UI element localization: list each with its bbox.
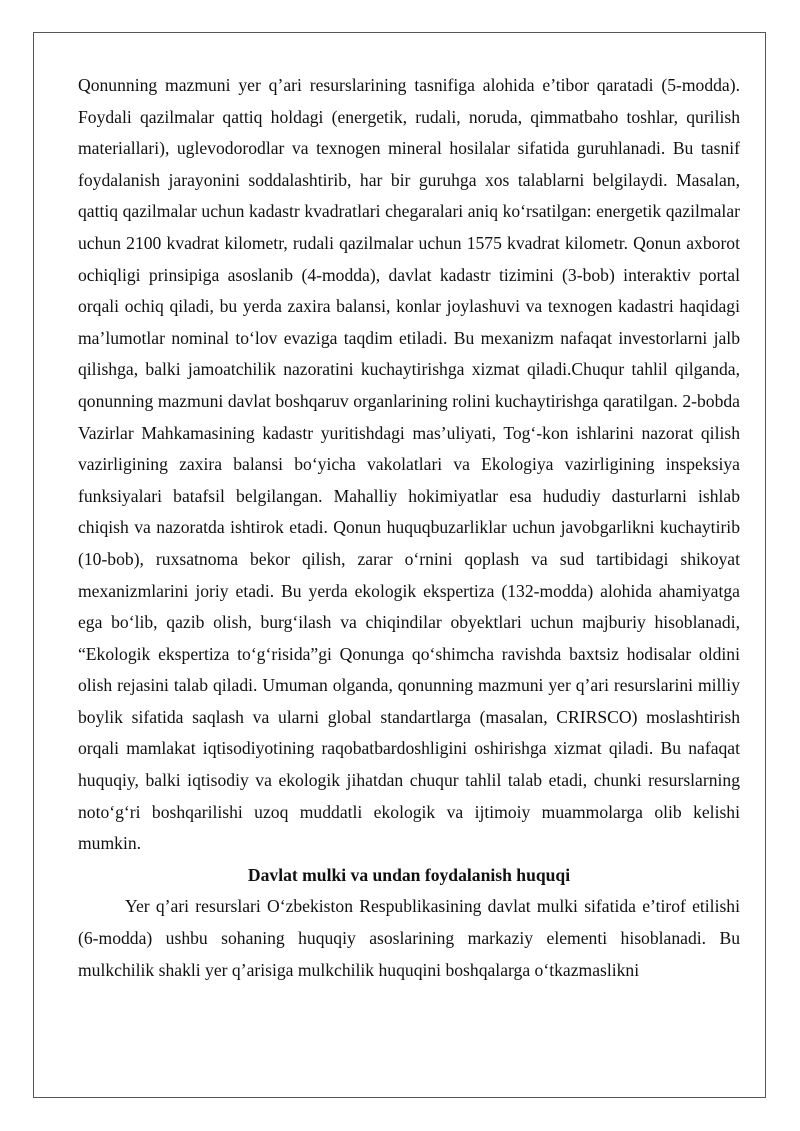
section-heading: Davlat mulki va undan foydalanish huquqi (247, 864, 571, 885)
body-paragraph: Yer q’ari resurslari O‘zbekiston Respublikasining davlat mulki sifatida e’tirof etilishi (6-modda) ushbu sohaning huquqiy asoslarining markaziy elementi hisoblanadi. Bu mulkchilik shakli yer q’arisiga mulkchilik huquqini boshqalarga o‘tkazmaslikni (78, 896, 740, 980)
body-paragraph: Qonunning mazmuni yer q’ari resurslarining tasnifiga alohida e’tibor qaratadi (5-modda). Foydali qazilmalar qattiq holdagi (energetik, rudali, noruda, qimmatbaho toshlar, qurilish materiallari), uglevodorodlar va texnogen mineral hosilalar sifatida guruhlanadi. Bu tasnif foydalanish jarayonini soddalashtirib, har bir guruhga xos talablarni belgilaydi. Masalan, qattiq qazilmalar uchun kadastr kvadratlari chegaralari aniq ko‘rsatilgan: energetik qazilmalar uchun 2100 kvadrat kilometr, rudali qazilmalar uchun 1575 kvadrat kilometr. Qonun axborot ochiqligi prinsipiga asoslanib (4-modda), davlat kadastr tizimini (3-bob) interaktiv portal orqali ochiq qiladi, bu yerda zaxira balansi, konlar joylashuvi va texnogen kadastri haqidagi ma’lumotlar nominal to‘lov evaziga taqdim etiladi. Bu mexanizm nafaqat investorlarni jalb qilishga, balki jamoatchilik nazoratini kuchaytirishga xizmat qiladi.Chuqur tahlil qilganda, qonunning mazmuni davlat boshqaruv organlarining rolini kuchaytirishga qaratilgan. 2-bobda Vazirlar Mahkamasining kadastr yuritishdagi mas’uliyati, Tog‘-kon ishlarini nazorat qilish vazirligining zaxira balansi bo‘yicha vakolatlari va Ekologiya vazirligining inspeksiya funksiyalari batafsil belgilangan. Mahalliy hokimiyatlar esa hududiy dasturlarni ishlab chiqish va nazoratda ishtirok etadi. Qonun huquqbuzarliklar uchun javobgarlikni kuchaytirib (10-bob), ruxsatnoma bekor qilish, zarar o‘rnini qoplash va sud tartibidagi shikoyat mexanizmlarini joriy etadi. Bu yerda ekologik ekspertiza (132-modda) alohida ahamiyatga ega bo‘lib, qazib olish, burg‘ilash va chiqindilar obyektlari uchun majburiy hisoblanadi, “Ekologik ekspertiza to‘g‘risida”gi Qonunga qo‘shimcha ravishda baxtsiz hodisalar oldini olish rejasini talab qiladi. Umuman olganda, qonunning mazmuni yer q’ari resurslarini milliy boylik sifatida saqlash va ularni global standartlarga (masalan, CRIRSCO) moslashtirish orqali mamlakat iqtisodiyotining raqobatbardoshligini oshirishga xizmat qiladi. Bu nafaqat huquqiy, balki iqtisodiy va ekologik jihatdan chuqur tahlil talab etadi, chunki resurslarning noto‘g‘ri boshqarilishi uzoq muddatli ekologik va ijtimoiy muammolarga olib kelishi mumkin. (78, 75, 740, 854)
document-body (78, 70, 740, 986)
